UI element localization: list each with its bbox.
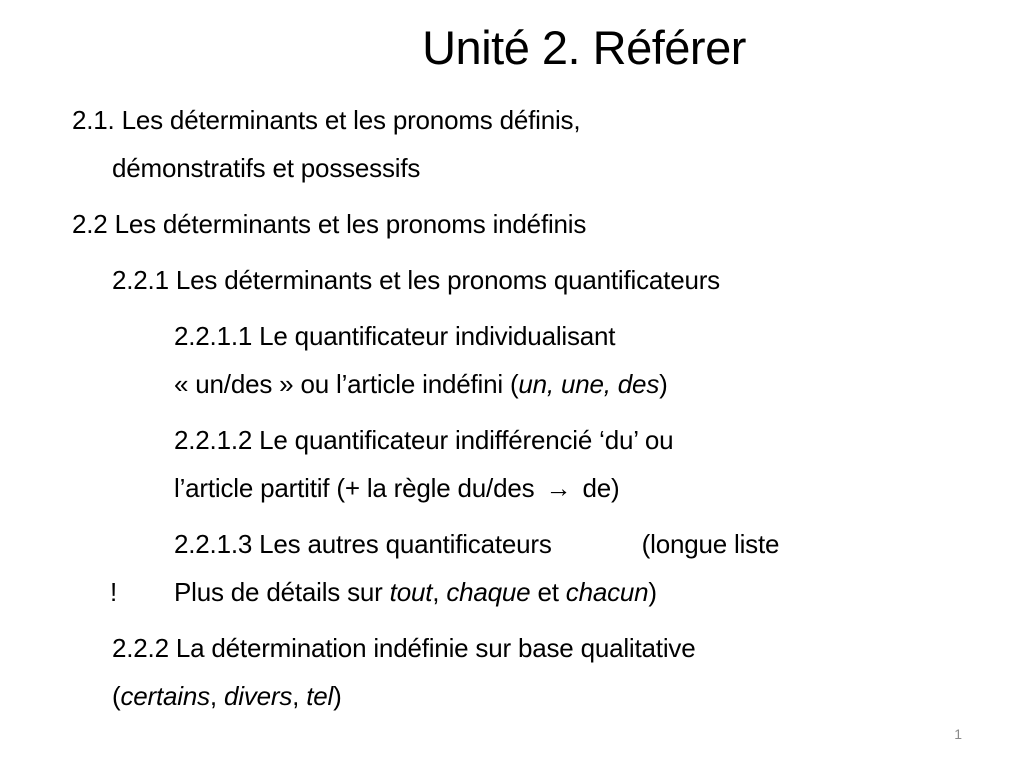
item-2-2-1-3-line-1 xyxy=(72,520,997,568)
item-2-2-1-line xyxy=(72,256,997,304)
divers-word: divers xyxy=(223,681,293,711)
chacun-word: chacun xyxy=(565,577,649,607)
arrow-right-icon: → xyxy=(545,473,572,503)
item-2-2-1-3-line-2 xyxy=(72,568,997,616)
details-text xyxy=(174,568,657,616)
item-2-2-1-3-prefix: 2.2.1.3 Les autres quantificateurs xyxy=(174,529,552,559)
item-2-2-1-1-line-2 xyxy=(72,360,997,408)
item-2-1-text-b: démonstratifs et possessifs xyxy=(112,153,421,183)
open-paren: ( xyxy=(112,681,121,711)
item-2-2-text: 2.2 Les déterminants et les pronoms indéfinis xyxy=(72,209,587,239)
item-2-2-1-3-suffix: (longue liste xyxy=(641,529,780,559)
item-2-2-1-1-italic-examples: un, une, des xyxy=(518,369,660,399)
item-2-2-1-2-text-a: 2.2.1.2 Le quantificateur indifférencié ‘du’ ou xyxy=(174,425,674,455)
slide-title: Unité 2. Référer xyxy=(422,21,746,74)
close-paren: ) xyxy=(333,681,342,711)
certains-word: certains xyxy=(120,681,210,711)
item-2-2-1-2-line-1 xyxy=(72,416,997,464)
item-2-2-1-text: 2.2.1 Les déterminants et les pronoms quantificateurs xyxy=(112,265,720,295)
separator-3: , xyxy=(292,681,307,711)
item-2-1-line-1 xyxy=(72,96,997,144)
item-2-2-line xyxy=(72,200,997,248)
item-2-2-1-1-text-a: 2.2.1.1 Le quantificateur individualisant xyxy=(174,321,616,351)
item-2-2-1-2-prefix: l’article partitif (+ la règle du/des xyxy=(174,473,535,503)
tel-word: tel xyxy=(306,681,334,711)
slide-number: 1 xyxy=(954,726,962,742)
item-2-2-2-text-a: 2.2.2 La détermination indéfinie sur base qualitative xyxy=(112,633,696,663)
separator-2: , xyxy=(209,681,224,711)
separator-1: , xyxy=(432,577,447,607)
item-2-2-1-1-line-1 xyxy=(72,312,997,360)
details-close: ) xyxy=(648,577,657,607)
exclamation-mark: ! xyxy=(110,577,118,607)
details-prefix: Plus de détails sur xyxy=(174,577,390,607)
item-2-2-2-line-2 xyxy=(72,672,997,720)
item-2-2-1-2-line-2 xyxy=(72,464,997,512)
item-2-2-1-1-prefix: « un/des » ou l’article indéfini ( xyxy=(174,369,519,399)
and-word: et xyxy=(530,577,566,607)
item-2-2-2-line-1 xyxy=(72,624,997,672)
tout-word: tout xyxy=(389,577,433,607)
item-2-2-1-1-suffix: ) xyxy=(659,369,668,399)
slide-content xyxy=(72,96,997,720)
item-2-1-text-a: 2.1. Les déterminants et les pronoms définis, xyxy=(72,105,581,135)
item-2-1-line-2 xyxy=(72,144,997,192)
item-2-2-1-2-suffix: de) xyxy=(582,473,620,503)
chaque-word: chaque xyxy=(446,577,531,607)
